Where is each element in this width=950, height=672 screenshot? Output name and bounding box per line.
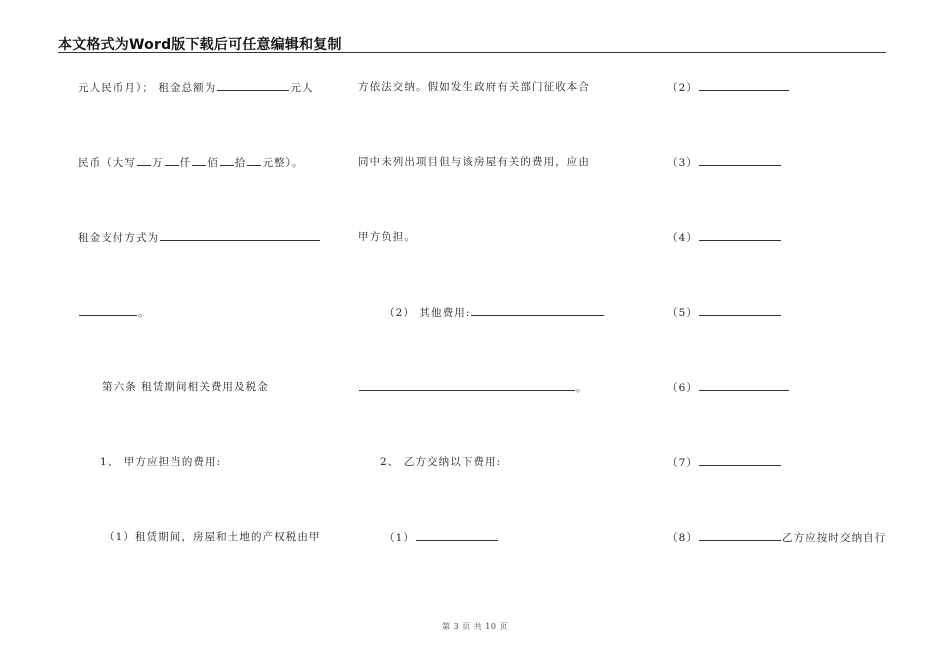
page-number-footer: 第 3 页 共 10 页: [442, 622, 508, 631]
section-heading-article-6: 第六条 租赁期间相关费用及税金: [102, 381, 269, 393]
col1-line-7: （1）租赁期间，房屋和土地的产权税由甲: [104, 531, 321, 543]
col3-line-7: [667, 530, 886, 545]
col2-line-5: [358, 380, 588, 395]
col1-line-1: [78, 80, 314, 95]
fill-blank: [699, 155, 781, 166]
col1-line-3: [78, 230, 321, 245]
col3-text: （5）: [667, 307, 698, 319]
fill-blank: [165, 155, 179, 166]
col1-line-2: [78, 155, 304, 170]
col1-text: 。: [138, 307, 150, 319]
col2-text: 。: [576, 382, 588, 394]
col3-text: （6）: [667, 382, 698, 394]
col1-text: 元人民币月）； 租金总额为: [78, 82, 217, 94]
fill-blank: [137, 155, 151, 166]
fill-blank: [699, 80, 789, 91]
col3-text: 乙方应按时交纳自行: [781, 532, 887, 544]
col2-line-2: 同中未列出项目但与该房屋有关的费用，应由: [358, 156, 590, 168]
col1-line-4: [78, 305, 150, 320]
col3-line-6: [667, 455, 782, 470]
col3-text: （3）: [667, 157, 698, 169]
col1-text: 民币（大写: [78, 157, 136, 169]
col2-text: （1）: [384, 532, 415, 544]
fill-blank: [217, 80, 289, 91]
col3-line-4: [667, 305, 782, 320]
fill-blank: [416, 530, 498, 541]
fill-blank: [247, 155, 261, 166]
col1-line-6: 1、 甲方应担当的费用:: [100, 456, 222, 468]
col1-text: 元整）。: [262, 157, 304, 169]
fill-blank: [699, 380, 789, 391]
col1-text: 万: [152, 157, 164, 169]
col2-line-7: [384, 530, 499, 545]
col2-line-3: 甲方负担。: [358, 231, 416, 243]
document-header-title: 本文格式为Word版下载后可任意编辑和复制: [58, 37, 342, 53]
col3-line-2: [667, 155, 782, 170]
col3-line-5: [667, 380, 790, 395]
col2-line-6: 2、 乙方交纳以下费用:: [380, 456, 502, 468]
col3-text: （8）: [667, 532, 698, 544]
col3-line-1: [667, 80, 790, 95]
fill-blank: [699, 455, 781, 466]
fill-blank: [220, 155, 234, 166]
fill-blank: [699, 230, 781, 241]
header-divider: [58, 52, 886, 53]
fill-blank: [192, 155, 206, 166]
col1-text: 元人: [290, 82, 314, 94]
fill-blank: [471, 305, 604, 316]
col1-text: 租金支付方式为: [78, 232, 160, 244]
col1-text: 拾: [234, 157, 247, 169]
col1-text: 佰: [207, 157, 219, 169]
col2-line-4: [384, 305, 605, 320]
col3-text: （7）: [667, 457, 698, 469]
col1-text: 仟: [179, 157, 192, 169]
fill-blank: [699, 305, 781, 316]
fill-blank: [160, 230, 320, 241]
col3-text: （4）: [667, 232, 698, 244]
fill-blank: [699, 530, 781, 541]
fill-blank: [79, 305, 137, 316]
col2-line-1: 方依法交纳。假如发生政府有关部门征收本合: [358, 81, 590, 93]
fill-blank: [359, 380, 575, 391]
col2-text: （2） 其他费用:: [384, 307, 471, 319]
col3-line-3: [667, 230, 782, 245]
col3-text: （2）: [667, 82, 698, 94]
